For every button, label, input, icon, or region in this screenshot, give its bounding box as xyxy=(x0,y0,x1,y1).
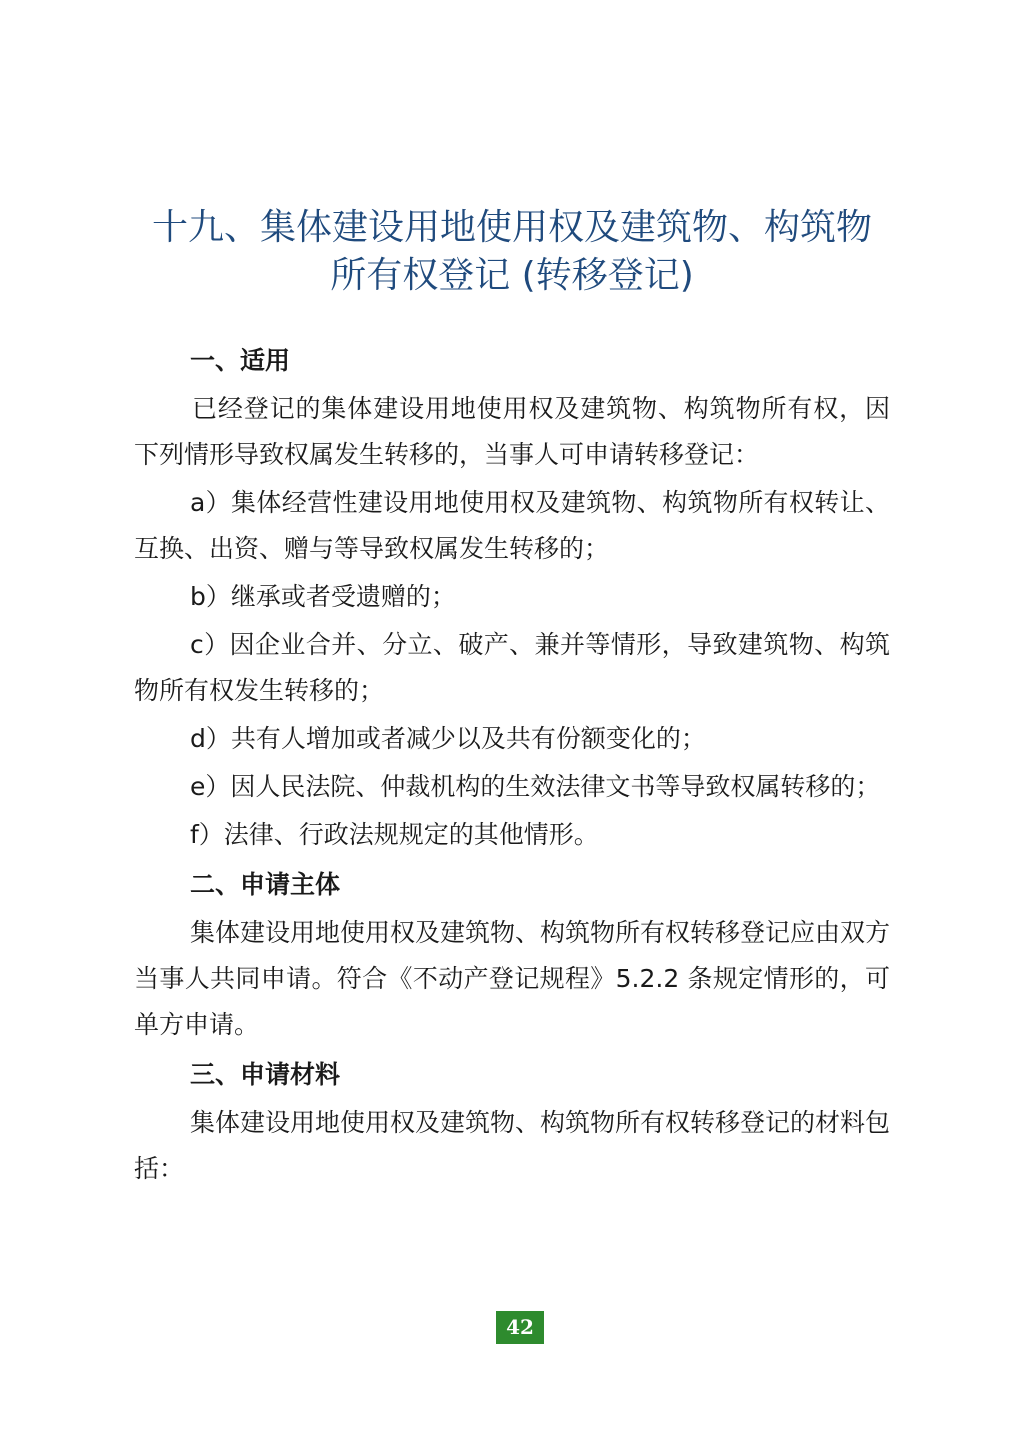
paragraph-materials: 集体建设用地使用权及建筑物、构筑物所有权转移登记的材料包括： xyxy=(134,1108,891,1183)
list-item-d: d）共有人增加或者减少以及共有份额变化的； xyxy=(190,724,706,753)
list-item-c: c）因企业合并、分立、破产、兼并等情形，导致建筑物、构筑物所有权发生转移的； xyxy=(134,630,890,705)
page-number-badge: 42 xyxy=(496,1311,544,1344)
list-item-a: a）集体经营性建设用地使用权及建筑物、构筑物所有权转让、互换、出资、赠与等导致权属发生转移的； xyxy=(134,488,890,563)
list-item-f: f）法律、行政法规规定的其他情形。 xyxy=(190,820,599,849)
page-title xyxy=(0,204,1024,300)
section-heading-applicant: 二、申请主体 xyxy=(190,870,341,899)
list-item-e: e）因人民法院、仲裁机构的生效法律文书等导致权属转移的； xyxy=(190,772,881,801)
section-heading-applicability: 一、适用 xyxy=(190,346,291,375)
document-body xyxy=(134,336,890,1194)
section-heading-materials: 三、申请材料 xyxy=(190,1060,341,1089)
list-item-b: b）继承或者受遗赠的； xyxy=(190,582,456,611)
paragraph-applicant: 集体建设用地使用权及建筑物、构筑物所有权转移登记应由双方当事人共同申请。符合《不动产登记规程》5.2.2 条规定情形的，可单方申请。 xyxy=(134,918,891,1039)
title-line-1: 十九、集体建设用地使用权及建筑物、构筑物 xyxy=(151,207,872,249)
paragraph-intro: 已经登记的集体建设用地使用权及建筑物、构筑物所有权，因下列情形导致权属发生转移的，当事人可申请转移登记： xyxy=(134,394,890,469)
title-line-2: 所有权登记 (转移登记) xyxy=(330,255,694,297)
